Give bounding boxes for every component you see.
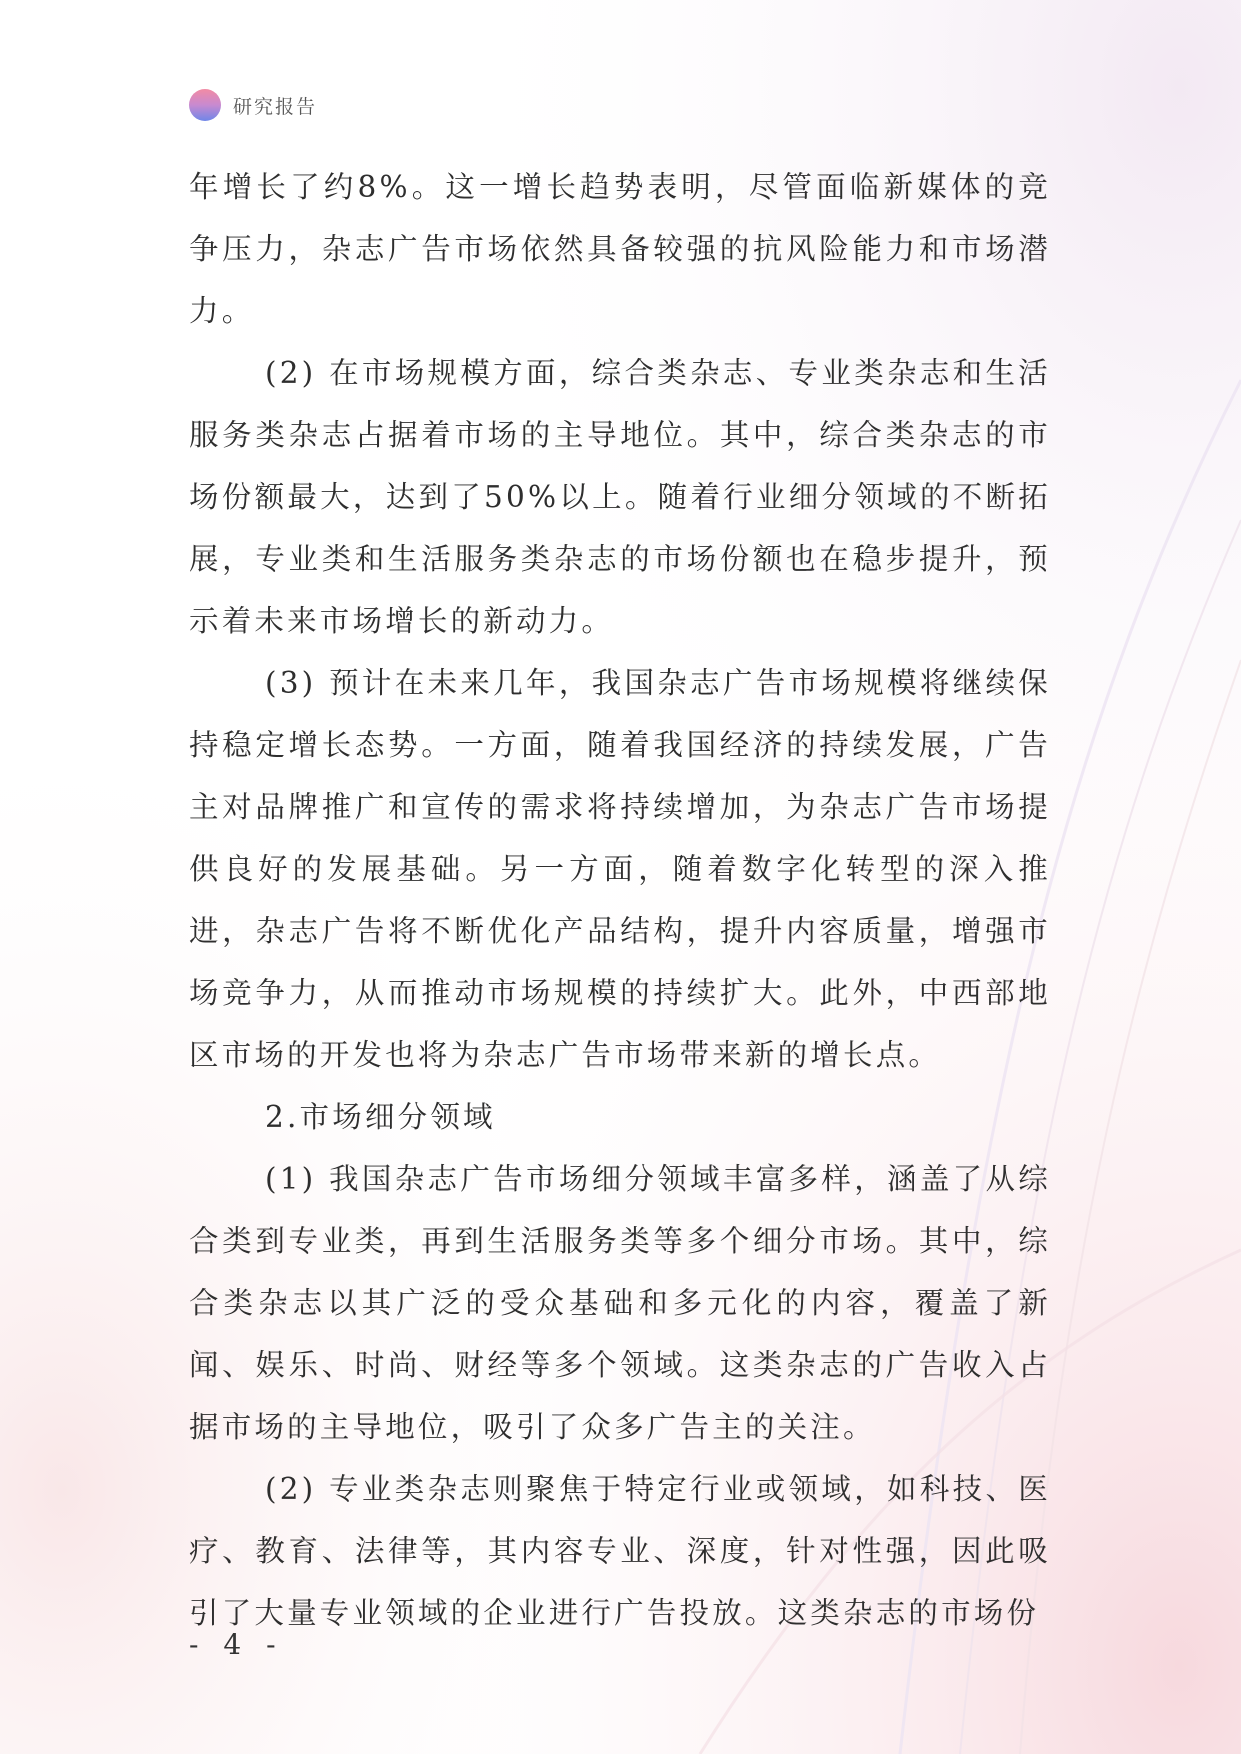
paragraph-5: (2) 专业类杂志则聚焦于特定行业或领域，如科技、医疗、教育、法律等，其内容专业、深度，针对性强，因此吸引了大量专业领域的企业进行广告投放。这类杂志的市场份 [189,1472,1051,1630]
section-heading: 2.市场细分领域 [265,1100,496,1134]
report-header [189,88,317,122]
paragraph-3: (3) 预计在未来几年，我国杂志广告市场规模将继续保持稳定增长态势。一方面，随着我国经济的持续发展，广告主对品牌推广和宣传的需求将持续增加，为杂志广告市场提供良好的发展基础。另一方面，随着数字化转型的深入推进，杂志广告将不断优化产品结构，提升内容质量，增强市场竞争力，从而推动市场规模的持续扩大。此外，中西部地区市场的开发也将为杂志广告市场带来新的增长点。 [189,666,1051,1072]
paragraph-4: (1) 我国杂志广告市场细分领域丰富多样，涵盖了从综合类到专业类，再到生活服务类等多个细分市场。其中，综合类杂志以其广泛的受众基础和多元化的内容，覆盖了新闻、娱乐、时尚、财经等多个领域。这类杂志的广告收入占据市场的主导地位，吸引了众多广告主的关注。 [189,1162,1051,1444]
paragraph-2: (2) 在市场规模方面，综合类杂志、专业类杂志和生活服务类杂志占据着市场的主导地位。其中，综合类杂志的市场份额最大，达到了50%以上。随着行业细分领域的不断拓展，专业类和生活服务类杂志的市场份额也在稳步提升，预示着未来市场增长的新动力。 [189,356,1051,638]
paragraph-1: 年增长了约8%。这一增长趋势表明，尽管面临新媒体的竞争压力，杂志广告市场依然具备较强的抗风险能力和市场潜力。 [189,170,1051,328]
document-body [189,156,1051,1644]
header-label: 研究报告 [233,95,318,118]
page-number: - 4 - [189,1628,284,1661]
logo-circle-icon [189,89,221,121]
